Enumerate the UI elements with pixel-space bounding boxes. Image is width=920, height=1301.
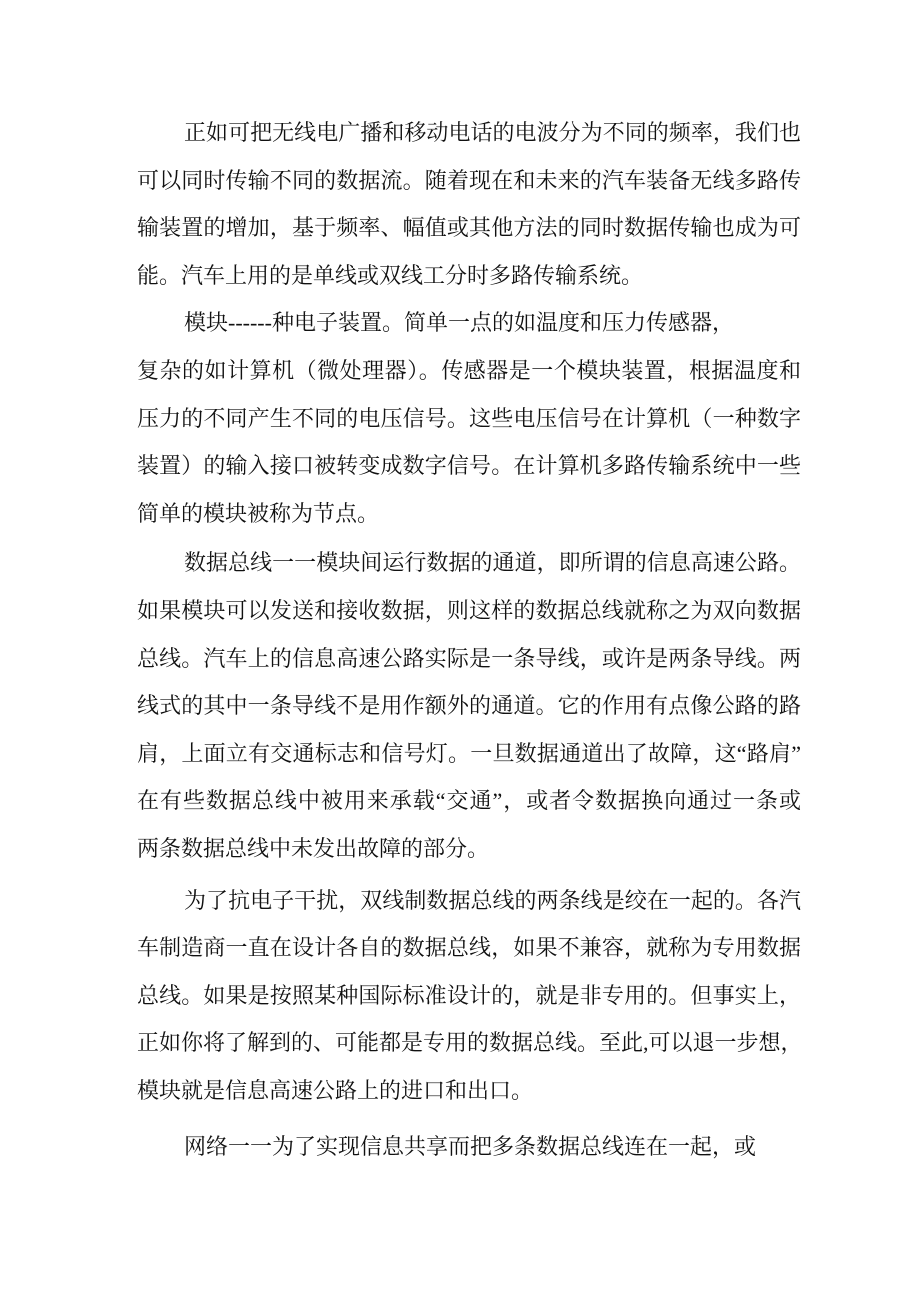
text-line: 两条数据总线中未发出故障的部分。 xyxy=(137,835,490,861)
paragraph-twisted-pair xyxy=(137,877,801,1115)
text-line: 为了抗电子干扰，双线制数据总线的两条线是绞在一起的。各汽 xyxy=(184,887,801,913)
text-line: 正如可把无线电广播和移动电话的电波分为不同的频率，我们也 xyxy=(184,120,801,145)
text-line: 线式的其中一条导线不是用作额外的通道。它的作用有点像公路的路 xyxy=(137,693,801,719)
text-line: 车制造商一直在设计各自的数据总线，如果不兼容，就称为专用数据 xyxy=(137,935,801,961)
text-line: 可以同时传输不同的数据流。随着现在和未来的汽车装备无线多路传 xyxy=(137,167,801,193)
paragraph-data-bus xyxy=(137,539,801,872)
text-line: 总线。如果是按照某种国际标准设计的，就是非专用的。但事实上， xyxy=(137,982,801,1008)
text-line: 装置）的输入接口被转变成数字信号。在计算机多路传输系统中一些 xyxy=(137,453,801,479)
text-line: 正如你将了解到的、可能都是专用的数据总线。至此,可以退一步想， xyxy=(137,1030,803,1056)
text-line: 数据总线一一模块间运行数据的通道，即所谓的信息高速公路。 xyxy=(184,550,801,576)
paragraph-network xyxy=(137,1123,801,1171)
text-line: 网络一一为了实现信息共享而把多条数据总线连在一起，或 xyxy=(184,1134,757,1160)
document-page xyxy=(137,109,801,1171)
text-line: 输装置的增加，基于频率、幅值或其他方法的同时数据传输也成为可 xyxy=(137,215,801,241)
text-line: 能。汽车上用的是单线或双线工分时多路传输系统。 xyxy=(137,262,644,288)
text-line: 压力的不同产生不同的电压信号。这些电压信号在计算机（一种数字 xyxy=(137,405,801,431)
text-line: 总线。汽车上的信息高速公路实际是一条导线，或许是两条导线。两 xyxy=(137,645,801,671)
text-line: 如果模块可以发送和接收数据，则这样的数据总线就称之为双向数据 xyxy=(137,597,801,623)
paragraph-multiplexing xyxy=(137,109,801,299)
text-line: 模块就是信息高速公路上的进口和出口。 xyxy=(137,1077,534,1103)
text-line: 肩，上面立有交通标志和信号灯。一旦数据通道出了故障，这“路肩” xyxy=(137,740,801,766)
text-line: 在有些数据总线中被用来承载“交通”，或者令数据换向通过一条或 xyxy=(137,788,801,814)
text-line: 复杂的如计算机（微处理器）。传感器是一个模块装置，根据温度和 xyxy=(137,357,801,383)
paragraph-module xyxy=(137,299,801,537)
text-line: 简单的模块被称为节点。 xyxy=(137,500,380,526)
text-line: 模块------种电子装置。简单一点的如温度和压力传感器， xyxy=(184,310,734,336)
